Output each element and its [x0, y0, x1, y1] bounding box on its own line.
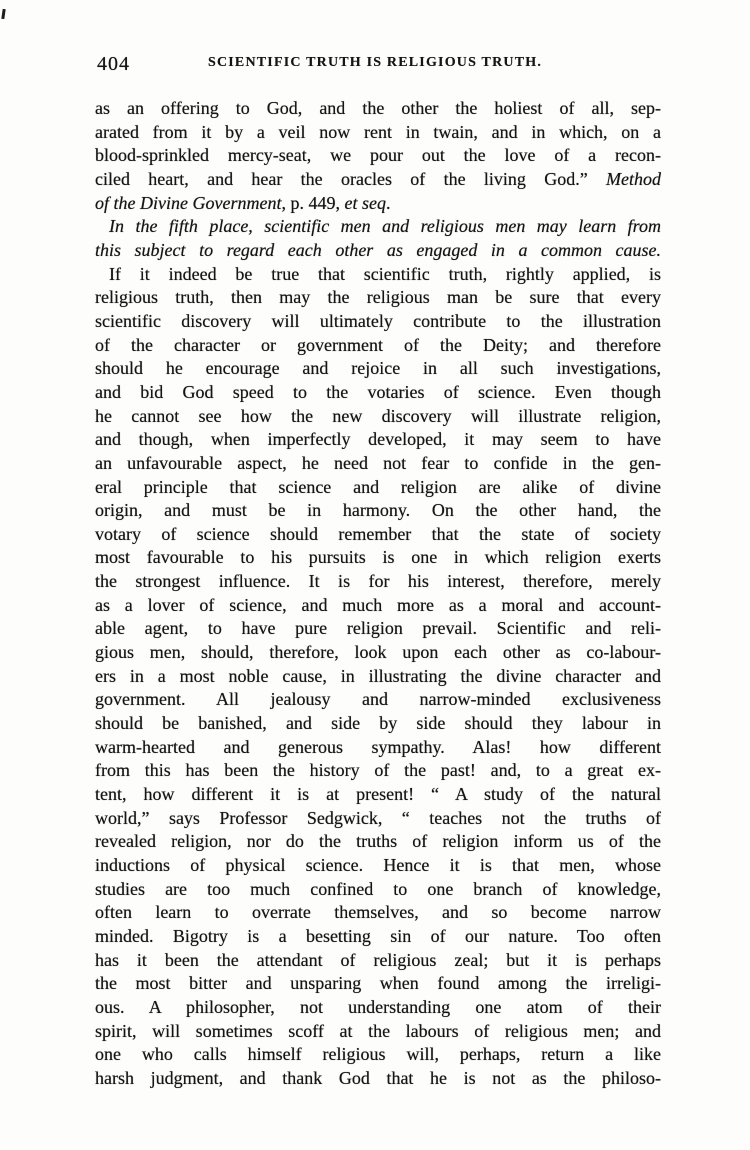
- text-segment: ciled heart, and hear the oracles of the living God.”: [95, 168, 607, 189]
- text-segment: this subject to regard each other as engaged in a common cause.: [95, 239, 661, 260]
- text-segment: and bid God speed to the votaries of science. Even though: [95, 381, 661, 402]
- text-line: [95, 405, 661, 429]
- text-segment: should he encourage and rejoice in all such investigations,: [95, 358, 661, 379]
- text-line: [95, 665, 661, 689]
- text-segment: and though, when imperfectly developed, it may seem to have: [95, 429, 661, 450]
- text-segment: tent, how different it is at present! “ A study of the natural: [95, 784, 661, 805]
- text-segment: votary of science should remember that the state of society: [95, 523, 661, 544]
- text-segment: should be banished, and side by side should they labour in: [95, 713, 661, 734]
- text-segment: the strongest influence. It is for his interest, therefore, merely: [95, 571, 661, 592]
- text-segment: inductions of physical science. Hence it is that men, whose: [95, 855, 661, 875]
- text-line: [95, 144, 661, 168]
- text-line: [95, 334, 661, 358]
- text-segment: world,” says Professor Sedgwick, “ teaches not the truths of: [95, 807, 661, 828]
- text-line: [95, 854, 661, 878]
- text-segment: ers in a most noble cause, in illustrating the divine character and: [95, 665, 661, 686]
- text-line: [95, 807, 661, 831]
- text-line: [95, 878, 661, 902]
- text-segment: eral principle that science and religion are alike of divine: [95, 476, 661, 497]
- text-segment: origin, and must be in harmony. On the other hand, the: [95, 500, 661, 521]
- text-line: [95, 546, 661, 570]
- text-segment: .: [385, 192, 391, 213]
- text-line: [95, 783, 661, 807]
- text-segment: often learn to overrate themselves, and so become narrow: [95, 902, 661, 923]
- text-segment: blood-sprinkled mercy-seat, we pour out the love of a recon-: [95, 145, 661, 166]
- text-line: [95, 736, 661, 760]
- text-segment: of the character or government of the Deity; and therefore: [95, 334, 661, 355]
- text-segment: , p. 449,: [281, 192, 345, 213]
- text-segment: an unfavourable aspect, he need not fear to confide in the gen-: [95, 452, 661, 473]
- text-segment: revealed religion, nor do the truths of religion inform us of the: [95, 831, 661, 852]
- text-line: [95, 830, 661, 854]
- text-segment: arated from it by a veil now rent in twain, and in which, on a: [95, 121, 661, 142]
- text-line: [95, 641, 661, 665]
- text-line: [95, 925, 661, 949]
- text-line: [95, 712, 661, 736]
- text-line: [95, 357, 661, 381]
- text-line: [95, 1043, 661, 1067]
- text-line: [95, 215, 661, 239]
- text-line: [95, 381, 661, 405]
- text-segment: most favourable to his pursuits is one in which religion exerts: [95, 547, 661, 568]
- text-line: [95, 239, 661, 263]
- text-segment: as a lover of science, and much more as a moral and account-: [95, 594, 661, 615]
- text-segment: scientific discovery will ultimately contribute to the illustration: [95, 310, 661, 331]
- text-segment: government. All jealousy and narrow-minded exclusiveness: [95, 689, 661, 710]
- text-line: [95, 901, 661, 925]
- text-segment: religious truth, then may the religious man be sure that every: [95, 287, 661, 308]
- text-segment: If it indeed be true that scientific truth, rightly applied, is: [109, 263, 661, 284]
- text-line: [95, 310, 661, 334]
- body-text: [95, 97, 661, 1091]
- italic-text-segment: Method: [606, 168, 661, 189]
- text-line: [95, 263, 661, 287]
- running-title: SCIENTIFIC TRUTH IS RELIGIOUS TRUTH.: [207, 55, 543, 70]
- text-segment: one who calls himself religious will, perhaps, return a like: [95, 1044, 661, 1065]
- text-segment: minded. Bigotry is a besetting sin of our nature. Too often: [95, 925, 661, 946]
- text-segment: gious men, should, therefore, look upon each other as co-labour-: [95, 642, 661, 663]
- text-line: [95, 499, 661, 523]
- text-line: [95, 428, 661, 452]
- text-line: [95, 476, 661, 500]
- text-segment: warm-hearted and generous sympathy. Alas! how different: [95, 736, 661, 757]
- text-segment: spirit, will sometimes scoff at the labours of religious men; and: [95, 1020, 661, 1041]
- text-line: [95, 523, 661, 547]
- text-line: [95, 972, 661, 996]
- text-line: [95, 617, 661, 641]
- text-line: [95, 570, 661, 594]
- scan-artifact: [1, 9, 5, 19]
- text-line: [95, 192, 661, 216]
- italic-text-segment: et seq: [344, 192, 386, 213]
- text-segment: able agent, to have pure religion prevail. Scientific and reli-: [95, 618, 661, 639]
- text-segment: harsh judgment, and thank God that he is not as the philoso-: [95, 1067, 661, 1088]
- text-line: [95, 286, 661, 310]
- text-segment: the most bitter and unsparing when found among the irreligi-: [95, 973, 661, 994]
- text-line: [95, 1067, 661, 1091]
- text-line: [95, 97, 661, 121]
- text-line: [95, 949, 661, 973]
- page-header: [0, 53, 750, 75]
- text-line: [95, 688, 661, 712]
- text-line: [95, 594, 661, 618]
- text-line: [95, 1020, 661, 1044]
- italic-text-segment: of the Divine Government: [95, 192, 282, 213]
- text-line: [95, 168, 661, 192]
- text-segment: In the fifth place, scientific men and religious men may learn from: [109, 216, 661, 237]
- page-number: 404: [97, 53, 130, 75]
- text-segment: from this has been the history of the past! and, to a great ex-: [95, 760, 661, 781]
- text-line: [95, 996, 661, 1020]
- text-segment: he cannot see how the new discovery will illustrate religion,: [95, 405, 661, 426]
- text-segment: as an offering to God, and the other the holiest of all, sep-: [95, 98, 661, 118]
- text-line: [95, 759, 661, 783]
- text-segment: has it been the attendant of religious zeal; but it is perhaps: [95, 949, 661, 970]
- text-segment: studies are too much confined to one branch of knowledge,: [95, 878, 661, 899]
- text-segment: ous. A philosopher, not understanding one atom of their: [95, 996, 661, 1017]
- text-line: [95, 452, 661, 476]
- text-line: [95, 121, 661, 145]
